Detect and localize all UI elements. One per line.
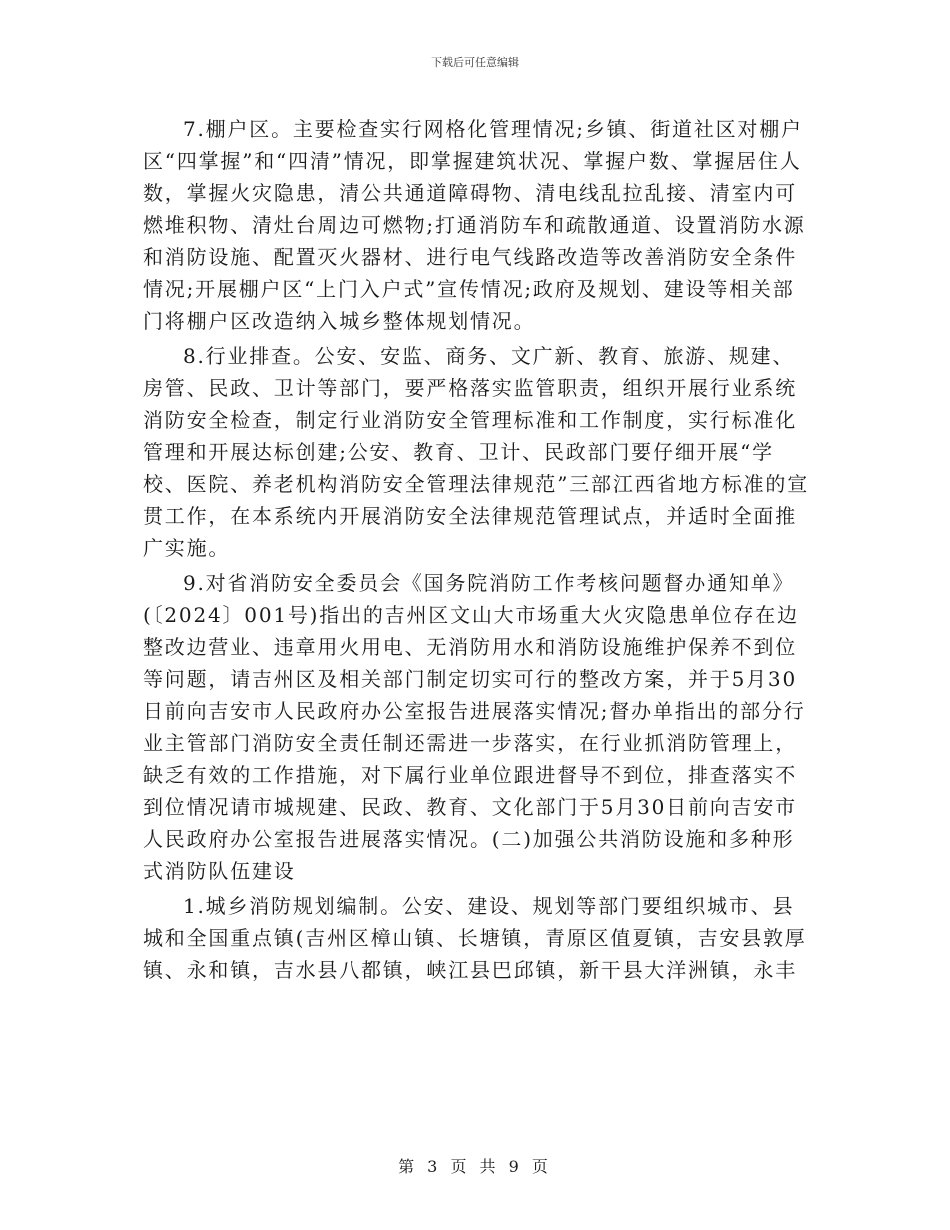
paragraph-shanty-area: 7.棚户区。主要检查实行网格化管理情况;乡镇、街道社区对棚户区“四掌握”和“四清”情况，即掌握建筑状况、掌握户数、掌握居住人数，掌握火灾隐患，清公共通道障碍物、清电线乱拉乱接、清室内可燃堆积物、清灶台周边可燃物;打通消防车和疏散通道、设置消防水源和消防设施、配置灭火器材、进行电气线路改造等改善消防安全条件情况;开展棚户区“上门入户式”宣传情况;政府及规划、建设等相关部门将棚户区改造纳入城乡整体规划情况。 (143, 117, 806, 333)
page-header: 下载后可任意编辑 (431, 56, 519, 69)
page-number: 第 3 页 共 9 页 (398, 1157, 552, 1176)
paragraph-industry-inspection: 8.行业排查。公安、安监、商务、文广新、教育、旅游、规建、房管、民政、卫计等部门，要严格落实监管职责，组织开展行业系统消防安全检查，制定行业消防安全管理标准和工作制度，实行标准化管理和开展达标创建;公安、教育、卫计、民政部门要仔细开展“学校、医院、养老机构消防安全管理法律规范”三部江西省地方标准的宣贯工作，在本系统内开展消防安全法律规范管理试点，并适时全面推广实施。 (143, 344, 810, 560)
document-body (143, 113, 815, 986)
paragraph-supervision-notice: 9.对省消防安全委员会《国务院消防工作考核问题督办通知单》(〔2024〕001号)指出的吉州区文山大市场重大火灾隐患单位存在边整改边营业、违章用火用电、无消防用水和消防设施维护保养不到位等问题，请吉州区及相关部门制定切实可行的整改方案，并于5月30日前向吉安市人民政府办公室报告进展落实情况;督办单指出的部分行业主管部门消防安全责任制还需进一步落实，在行业抓消防管理上，缺乏有效的工作措施，对下属行业单位跟进督导不到位，排查落实不到位情况请市城规建、民政、教育、文化部门于5月30日前向吉安市人民政府办公室报告进展落实情况。(二)加强公共消防设施和多种形式消防队伍建设 (143, 571, 806, 883)
paragraph-fire-planning: 1.城乡消防规划编制。公安、建设、规划等部门要组织城市、县城和全国重点镇(吉州区樟山镇、长塘镇，青原区值夏镇，吉安县敦厚镇、永和镇，吉水县八都镇，峡江县巴邱镇，新干县大洋洲镇，永丰 (143, 894, 807, 982)
